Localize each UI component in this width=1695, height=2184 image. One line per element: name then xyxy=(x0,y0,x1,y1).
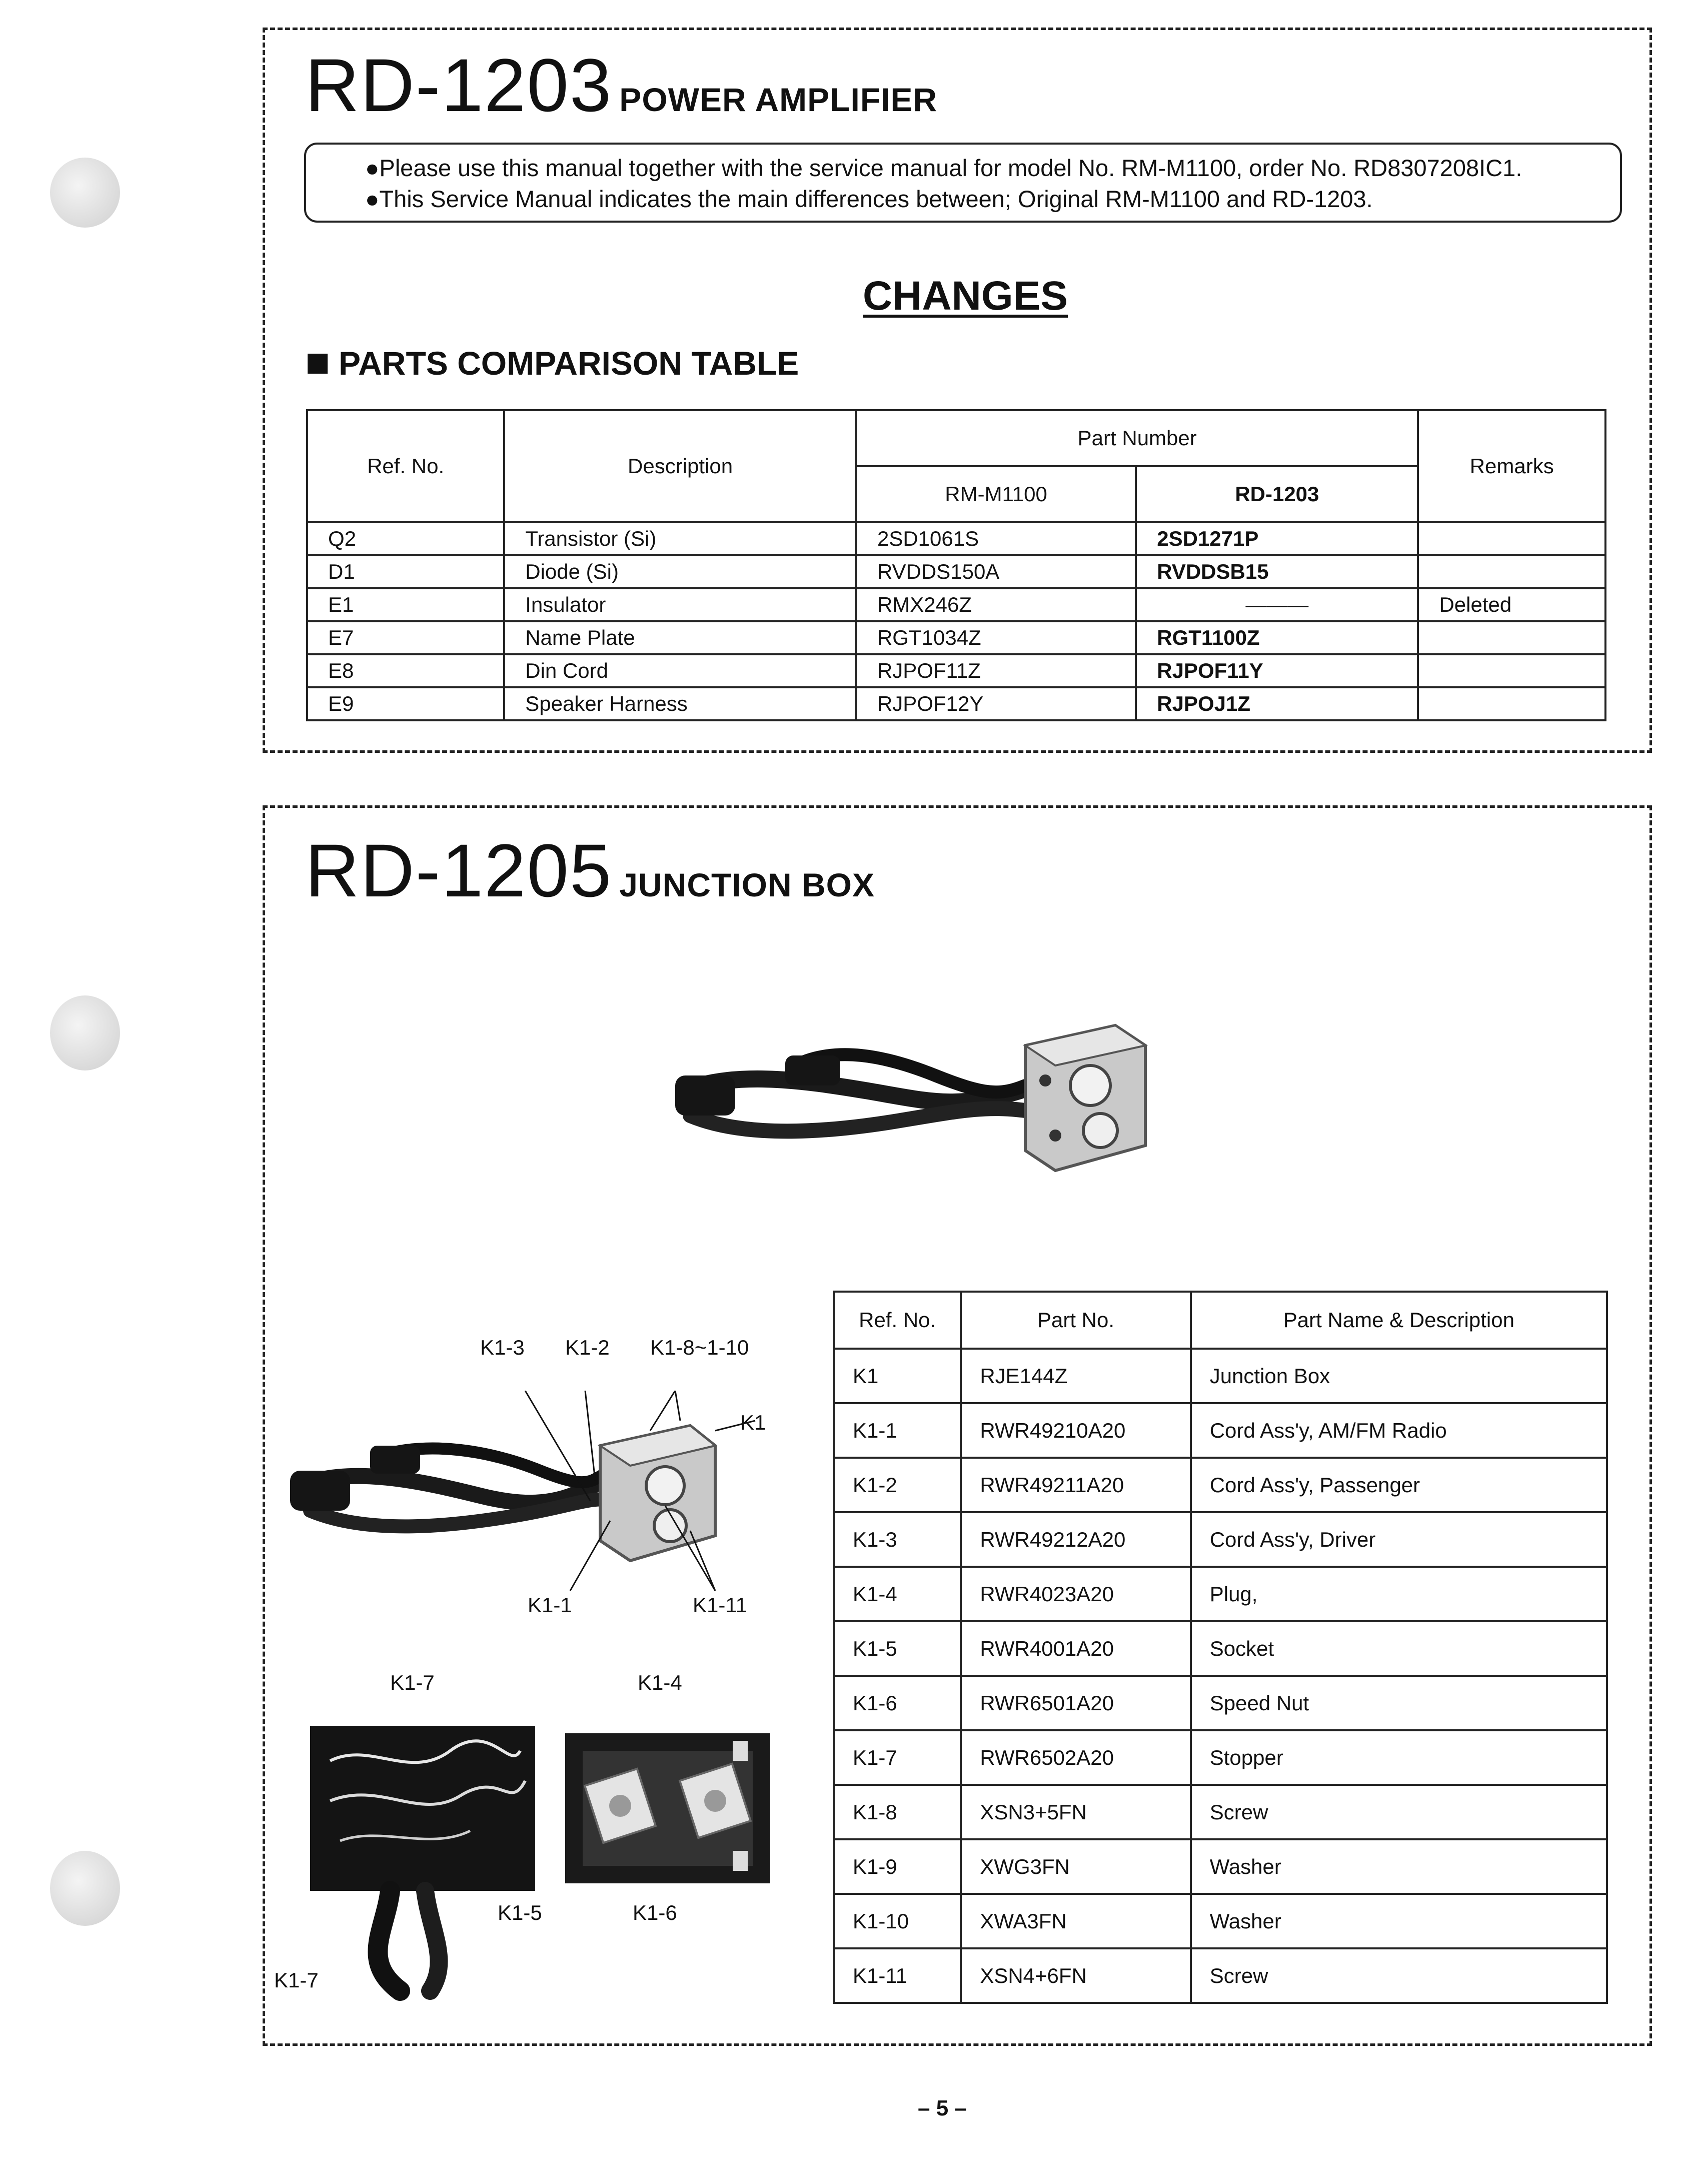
table-row: D1 Diode (Si) RVDDS150A RVDDSB15 xyxy=(307,555,1605,588)
table-row: E1 Insulator RMX246Z ——— Deleted xyxy=(307,588,1605,621)
callout-k1-3: K1-3 xyxy=(480,1336,525,1359)
table-row: K1-8 XSN3+5FN Screw xyxy=(834,1785,1607,1839)
callout-k1: K1 xyxy=(740,1411,766,1434)
callout-k1-7-bottom: K1-7 xyxy=(274,1968,319,1992)
rd1203-title xyxy=(305,43,938,127)
rd1205-subtitle: JUNCTION BOX xyxy=(619,866,875,903)
header-rd-1203: RD-1203 xyxy=(1136,466,1418,522)
table-row: K1-1 RWR49210A20 Cord Ass'y, AM/FM Radio xyxy=(834,1403,1607,1458)
parts-comparison-heading: PARTS COMPARISON TABLE xyxy=(308,344,799,382)
table-row: K1-7 RWR6502A20 Stopper xyxy=(834,1730,1607,1785)
callout-k1-4: K1-4 xyxy=(638,1671,682,1694)
rd1203-note-1: ●Please use this manual together with the service manual for model No. RM-M1100, order No. RD8307208IC1. xyxy=(365,155,1522,181)
table-row: K1-5 RWR4001A20 Socket xyxy=(834,1621,1607,1676)
parts-comparison-table xyxy=(306,409,1606,721)
junction-box-parts-table xyxy=(833,1291,1608,2004)
callout-k1-1: K1-1 xyxy=(528,1593,572,1617)
page-number: – 5 – xyxy=(918,2096,967,2120)
header-ref-no: Ref. No. xyxy=(307,410,504,522)
table-row: K1-3 RWR49212A20 Cord Ass'y, Driver xyxy=(834,1512,1607,1567)
callout-k1-6: K1-6 xyxy=(633,1901,677,1924)
punch-hole-middle xyxy=(50,995,120,1070)
table-row: K1-11 XSN4+6FN Screw xyxy=(834,1948,1607,2003)
table-row: E9 Speaker Harness RJPOF12Y RJPOJ1Z xyxy=(307,687,1605,720)
rd1205-model: RD-1205 xyxy=(305,828,613,912)
header-part-number: Part Number xyxy=(856,410,1418,466)
callout-k1-8-10: K1-8~1-10 xyxy=(650,1336,749,1359)
changes-heading: CHANGES xyxy=(863,273,1068,319)
header-ref-no: Ref. No. xyxy=(834,1292,961,1349)
table-row: K1-10 XWA3FN Washer xyxy=(834,1894,1607,1948)
junction-box-cover-photo xyxy=(563,1731,773,1886)
table-row: K1 RJE144Z Junction Box xyxy=(834,1349,1607,1403)
callout-k1-11: K1-11 xyxy=(693,1593,747,1617)
table-row: K1-2 RWR49211A20 Cord Ass'y, Passenger xyxy=(834,1458,1607,1512)
header-rm-m1100: RM-M1100 xyxy=(856,466,1136,522)
punch-hole-bottom xyxy=(50,1851,120,1926)
table-row: K1-9 XWG3FN Washer xyxy=(834,1839,1607,1894)
table-row: Q2 Transistor (Si) 2SD1061S 2SD1271P xyxy=(307,522,1605,555)
rd1205-title xyxy=(305,828,875,912)
table-row: K1-4 RWR4023A20 Plug, xyxy=(834,1567,1607,1621)
square-bullet-icon xyxy=(308,354,328,374)
rd1203-notice-box xyxy=(304,143,1622,223)
rd1203-note-2: ●This Service Manual indicates the main differences between; Original RM-M1100 and RD-1203. xyxy=(365,186,1373,212)
callout-k1-2: K1-2 xyxy=(565,1336,610,1359)
header-part-name: Part Name & Description xyxy=(1191,1292,1607,1349)
rd1203-model: RD-1203 xyxy=(305,43,613,127)
table-row: E8 Din Cord RJPOF11Z RJPOF11Y xyxy=(307,654,1605,687)
junction-box-labeled-photo xyxy=(290,1391,780,1591)
junction-box-photo xyxy=(675,1015,1165,1191)
rd1203-subtitle: POWER AMPLIFIER xyxy=(619,81,938,118)
table-row: E7 Name Plate RGT1034Z RGT1100Z xyxy=(307,621,1605,654)
callout-k1-5: K1-5 xyxy=(498,1901,542,1924)
table-row: K1-6 RWR6501A20 Speed Nut xyxy=(834,1676,1607,1730)
callout-k1-7-top: K1-7 xyxy=(390,1671,435,1694)
punch-hole-top xyxy=(50,158,120,228)
header-description: Description xyxy=(504,410,856,522)
header-part-no: Part No. xyxy=(961,1292,1190,1349)
header-remarks: Remarks xyxy=(1418,410,1605,522)
junction-box-interior-photo xyxy=(300,1721,550,2001)
